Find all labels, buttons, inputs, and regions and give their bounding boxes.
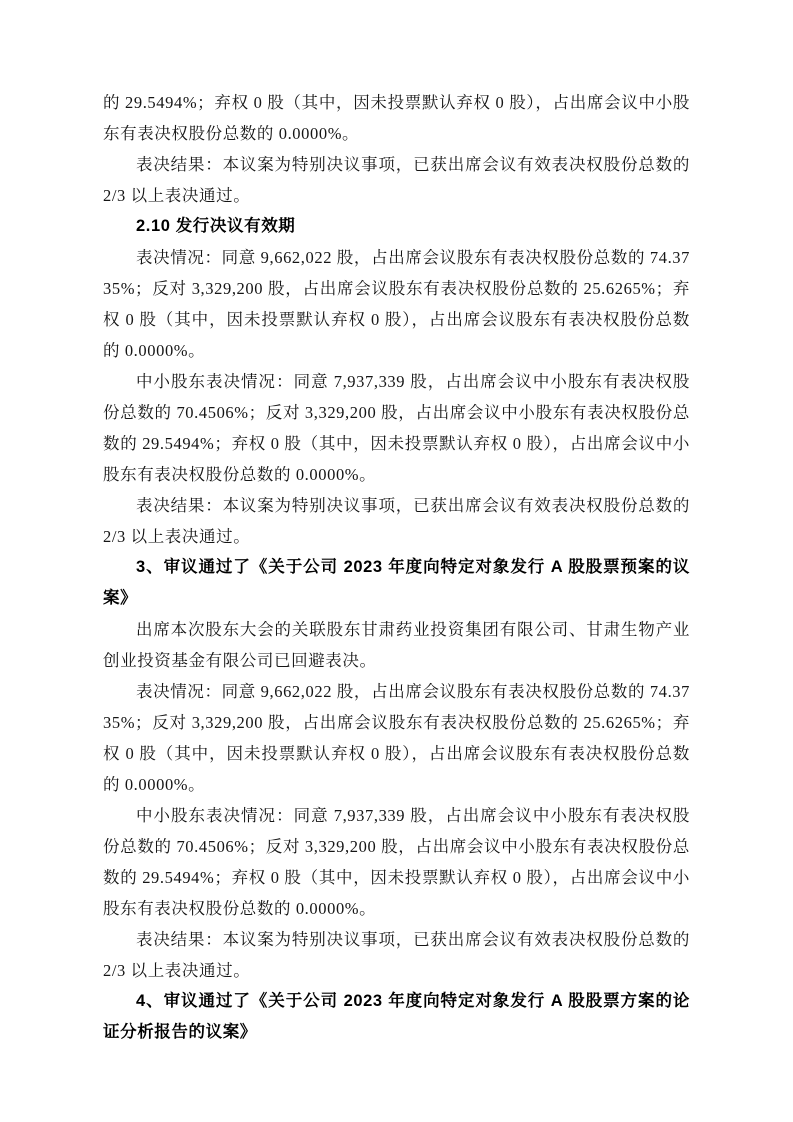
recusal-paragraph: 出席本次股东大会的关联股东甘肃药业投资集团有限公司、甘肃生物产业创业投资基金有限公司已回避表决。: [103, 620, 690, 670]
vote-result-paragraph-2: 表决结果：本议案为特别决议事项，已获出席会议有效表决权股份总数的 2/3 以上表决通过。: [103, 496, 690, 546]
minor-shareholder-vote-paragraph-1: 中小股东表决情况：同意 7,937,339 股，占出席会议中小股东有表决权股份总数的 70.4506%；反对 3,329,200 股，占出席会议中小股东有表决权股份总数的 29.5494%；弃权 0 股（其中，因未投票默认弃权 0 股），占出席会议中小股东有表决权股份总数的 0.0000%。: [103, 372, 690, 484]
minor-shareholder-vote-paragraph-2: 中小股东表决情况：同意 7,937,339 股，占出席会议中小股东有表决权股份总数的 70.4506%；反对 3,329,200 股，占出席会议中小股东有表决权股份总数的 29.5494%；弃权 0 股（其中，因未投票默认弃权 0 股），占出席会议中小股东有表决权股份总数的 0.0000%。: [103, 806, 690, 918]
vote-detail-paragraph-2: 表决情况：同意 9,662,022 股，占出席会议股东有表决权股份总数的 74.3735%；反对 3,329,200 股，占出席会议股东有表决权股份总数的 25.6265%；弃权 0 股（其中，因未投票默认弃权 0 股），占出席会议股东有表决权股份总数的 0.0000%。: [103, 682, 690, 794]
document-body: [103, 87, 690, 1048]
vote-detail-paragraph-1: 表决情况：同意 9,662,022 股，占出席会议股东有表决权股份总数的 74.3735%；反对 3,329,200 股，占出席会议股东有表决权股份总数的 25.6265%；弃权 0 股（其中，因未投票默认弃权 0 股），占出席会议股东有表决权股份总数的 0.0000%。: [103, 248, 690, 360]
heading-2-10: 2.10 发行决议有效期: [136, 217, 296, 235]
heading-item-3: 3、审议通过了《关于公司 2023 年度向特定对象发行 A 股股票预案的议案》: [103, 558, 690, 607]
vote-result-paragraph-1: 表决结果：本议案为特别决议事项，已获出席会议有效表决权股份总数的 2/3 以上表决通过。: [103, 155, 690, 205]
minor-shareholder-vote-continuation-paragraph: 的 29.5494%；弃权 0 股（其中，因未投票默认弃权 0 股），占出席会议中小股东有表决权股份总数的 0.0000%。: [103, 93, 690, 143]
heading-item-4: 4、审议通过了《关于公司 2023 年度向特定对象发行 A 股股票方案的论证分析报告的议案》: [103, 992, 690, 1041]
vote-result-paragraph-3: 表决结果：本议案为特别决议事项，已获出席会议有效表决权股份总数的 2/3 以上表决通过。: [103, 930, 690, 980]
